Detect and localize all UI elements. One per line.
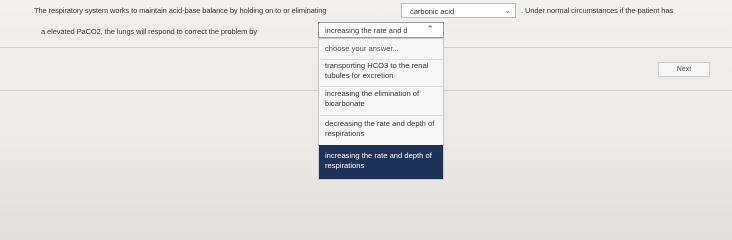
dropdown-option[interactable]: increasing the elimination of bicarbonate [325, 89, 420, 108]
dropdown-option-highlighted[interactable]: increasing the rate and depth of respirations [319, 145, 443, 179]
answer-select-2-value: increasing the rate and d [325, 26, 408, 35]
option-separator [320, 59, 442, 60]
answer-select-1[interactable] [401, 3, 516, 18]
question-text-line2: a elevated PaCO2, the lungs will respond to correct the problem by [41, 27, 258, 36]
answer-select-1-value: carbonic acid [410, 7, 455, 16]
answer-dropdown-list [318, 38, 444, 180]
chevron-down-icon: ⌄ [504, 6, 511, 15]
option-separator [320, 115, 442, 116]
question-text-line1: The respiratory system works to maintain acid-base balance by holding on to or eliminating [34, 6, 327, 15]
dropdown-option[interactable]: transporting HCO3 to the renal tubules for excretion [325, 61, 429, 80]
question-text-line1-continued: . Under normal circumstances if the patient has [521, 6, 674, 15]
chevron-up-icon: ⌃ [426, 24, 434, 34]
dropdown-option[interactable]: choose your answer... [325, 44, 399, 53]
option-separator [320, 86, 442, 87]
next-button[interactable]: Next [658, 62, 710, 77]
answer-select-2[interactable] [318, 22, 444, 38]
dropdown-option[interactable]: decreasing the rate and depth of respirations [325, 119, 435, 138]
